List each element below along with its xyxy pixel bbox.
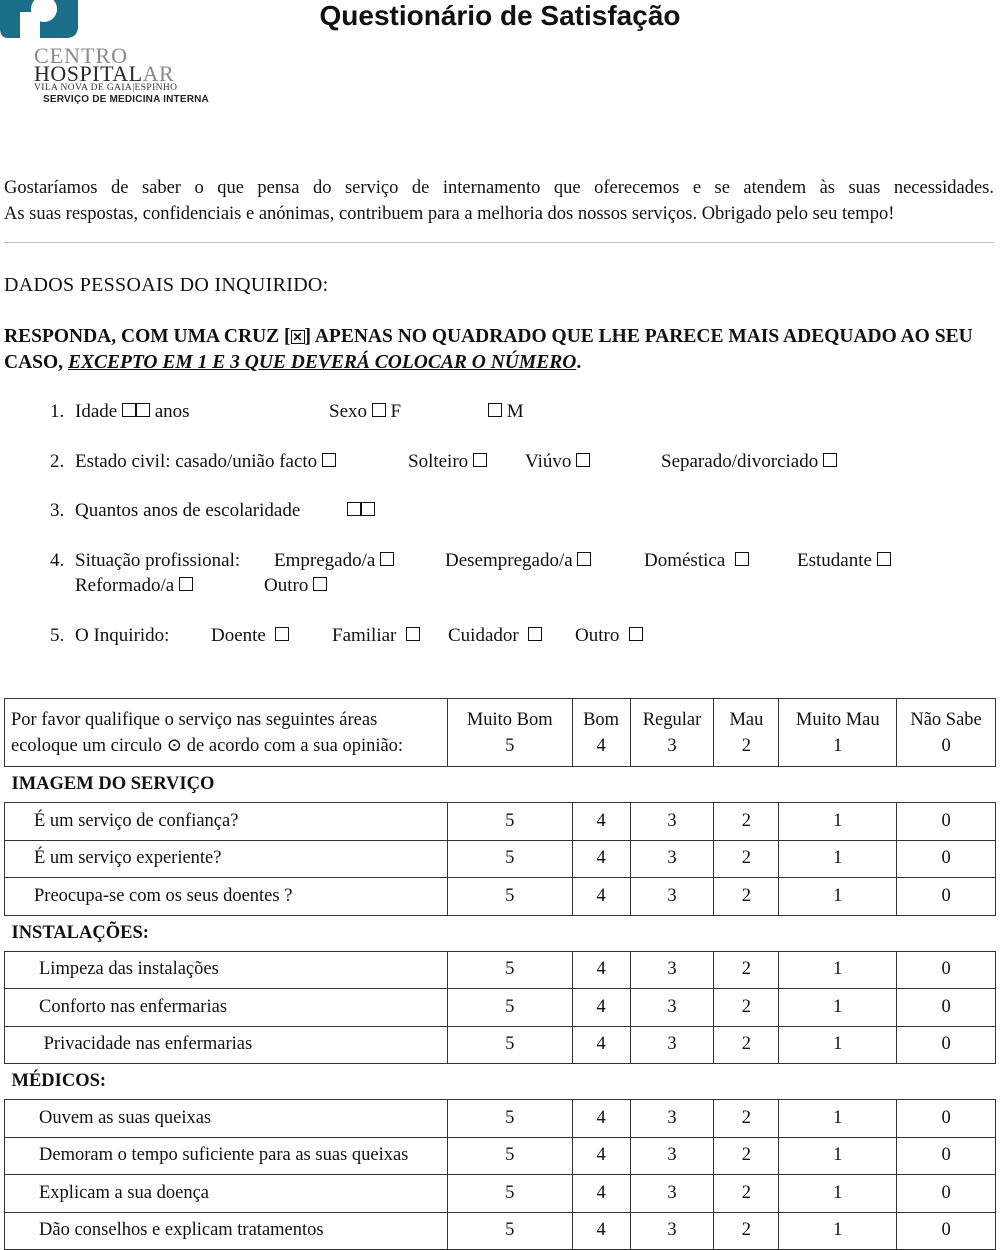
option-unemployed: [445, 548, 591, 574]
question-number: 1.: [50, 401, 65, 422]
rating-option-1[interactable]: 1: [779, 1212, 897, 1250]
schooling-digit-box-2[interactable]: [361, 502, 375, 516]
option-domestic-label: Doméstica: [644, 550, 726, 571]
rating-option-1[interactable]: 1: [779, 840, 897, 878]
rating-option-3[interactable]: 3: [630, 989, 714, 1027]
rating-row-label: Explicam a sua doença: [5, 1175, 448, 1213]
logo-location: VILA NOVA DE GAIA|ESPINHO: [34, 83, 178, 93]
rating-row-label: Conforto nas enfermarias: [5, 989, 448, 1027]
rating-column-value: 0: [941, 735, 951, 756]
patient-checkbox[interactable]: [275, 627, 289, 641]
option-student-label: Estudante: [797, 550, 872, 571]
option-widowed-label: Viúvo: [525, 451, 572, 472]
option-patient: [211, 623, 289, 649]
option-married-label: Estado civil: casado/união facto: [75, 451, 318, 472]
rating-row-label: É um serviço de confiança?: [5, 803, 448, 841]
option-family: [332, 623, 420, 649]
option-retired: [75, 573, 193, 599]
student-checkbox[interactable]: [877, 552, 891, 566]
rating-header-line-2a: ecoloque um circulo: [11, 735, 167, 756]
domestic-checkbox[interactable]: [735, 552, 749, 566]
rating-column-header: [714, 699, 779, 767]
section-personal-data-title: DADOS PESSOAIS DO INQUIRIDO:: [4, 274, 329, 296]
rating-option-1[interactable]: 1: [779, 951, 897, 989]
rating-option-4[interactable]: 4: [572, 1100, 630, 1138]
rating-option-1[interactable]: 1: [779, 989, 897, 1027]
rating-option-0[interactable]: 0: [897, 1175, 996, 1213]
rating-column-value: 3: [667, 735, 677, 756]
option-divorced: [661, 449, 837, 475]
logo-hospital-word: HOSPITAL: [34, 61, 143, 86]
rating-row: [5, 840, 996, 878]
rating-section-row: [5, 767, 996, 803]
rating-option-0[interactable]: 0: [897, 951, 996, 989]
rating-option-4[interactable]: 4: [572, 878, 630, 916]
rating-column-label: Muito Bom: [466, 709, 553, 730]
rating-option-3[interactable]: 3: [630, 1212, 714, 1250]
rating-column-header: [897, 699, 996, 767]
hospital-logo-text: [34, 43, 209, 106]
rating-option-3[interactable]: 3: [630, 1026, 714, 1064]
rating-option-2[interactable]: 2: [714, 1026, 779, 1064]
option-retired-label: Reformado/a: [75, 575, 175, 596]
option-other-respondent: [575, 623, 643, 649]
employed-checkbox[interactable]: [380, 552, 394, 566]
age-label: Idade: [75, 401, 118, 422]
rating-option-1[interactable]: 1: [779, 1026, 897, 1064]
rating-row-label: Demoram o tempo suficiente para as suas queixas: [5, 1137, 448, 1175]
rating-column-header: [630, 699, 714, 767]
question-1-age: [75, 399, 190, 425]
instruction-part-1: RESPONDA, COM UMA CRUZ [: [4, 326, 291, 347]
profession-label: Situação profissional:: [75, 550, 241, 571]
sex-m-checkbox[interactable]: [488, 403, 502, 417]
rating-row: [5, 803, 996, 841]
instructions: [4, 324, 996, 376]
rating-option-2[interactable]: 2: [714, 951, 779, 989]
question-number: 3.: [50, 500, 65, 521]
rating-header-instruction: [5, 699, 448, 767]
rating-column-value: 1: [833, 735, 843, 756]
rating-row: [5, 1175, 996, 1213]
widowed-checkbox[interactable]: [576, 453, 590, 467]
caregiver-checkbox[interactable]: [528, 627, 542, 641]
intro-line-2: As suas respostas, confidenciais e anónimas, contribuem para a melhoria dos nossos serviços. Obrigado pelo seu tempo!: [4, 204, 895, 224]
logo-line-hospital: [34, 61, 209, 86]
option-married: [75, 449, 336, 475]
rating-option-3[interactable]: 3: [630, 803, 714, 841]
option-other-profession: [264, 573, 327, 599]
rating-option-4[interactable]: 4: [572, 803, 630, 841]
rating-table: [4, 698, 996, 1250]
rating-option-4[interactable]: 4: [572, 1026, 630, 1064]
sex-label: Sexo: [329, 401, 367, 422]
rating-option-1[interactable]: 1: [779, 878, 897, 916]
sex-f-label: F: [390, 401, 402, 422]
rating-option-3[interactable]: 3: [630, 1137, 714, 1175]
rating-option-4[interactable]: 4: [572, 1175, 630, 1213]
rating-option-3[interactable]: 3: [630, 840, 714, 878]
option-single-label: Solteiro: [408, 451, 469, 472]
rating-option-2[interactable]: 2: [714, 803, 779, 841]
rating-section-row: [5, 915, 996, 951]
sex-f-checkbox[interactable]: [372, 403, 386, 417]
rating-row: [5, 878, 996, 916]
rating-column-label: Não Sabe: [910, 709, 982, 730]
cross-box-icon: ✕: [292, 330, 303, 344]
rating-header-line-1: Por favor qualifique o serviço nas seguintes áreas: [11, 709, 378, 730]
rating-column-header: [447, 699, 572, 767]
rating-column-value: 5: [505, 735, 515, 756]
rating-option-2[interactable]: 2: [714, 878, 779, 916]
rating-column-header: [779, 699, 897, 767]
other-profession-checkbox[interactable]: [313, 577, 327, 591]
rating-option-2[interactable]: 2: [714, 840, 779, 878]
rating-option-5[interactable]: 5: [447, 878, 572, 916]
rating-option-0[interactable]: 0: [897, 1026, 996, 1064]
question-1-sex-m: [488, 399, 524, 425]
option-domestic: [644, 548, 749, 574]
rating-option-0[interactable]: 0: [897, 878, 996, 916]
rating-option-2[interactable]: 2: [714, 1212, 779, 1250]
rating-row: [5, 951, 996, 989]
rating-option-0[interactable]: 0: [897, 840, 996, 878]
page-title: Questionário de Satisfação: [319, 0, 681, 31]
rating-option-5[interactable]: 5: [447, 951, 572, 989]
instruction-emphasis: EXCEPTO EM 1 E 3 QUE DEVERÁ COLOCAR O NÚMERO: [67, 352, 577, 373]
rating-option-5[interactable]: 5: [447, 840, 572, 878]
rating-section-title: MÉDICOS:: [11, 1071, 107, 1091]
rating-option-0[interactable]: 0: [897, 989, 996, 1027]
rating-column-label: Bom: [583, 709, 620, 730]
rating-option-5[interactable]: 5: [447, 989, 572, 1027]
rating-column-label: Regular: [642, 709, 702, 730]
rating-option-0[interactable]: 0: [897, 1212, 996, 1250]
rating-row-label: Dão conselhos e explicam tratamentos: [5, 1212, 448, 1250]
rating-column-label: Muito Mau: [795, 709, 880, 730]
rating-row-label: Preocupa-se com os seus doentes ?: [5, 878, 448, 916]
rating-option-5[interactable]: 5: [447, 1137, 572, 1175]
rating-option-2[interactable]: 2: [714, 989, 779, 1027]
logo-ar-word: AR: [142, 61, 175, 86]
rating-row-label: É um serviço experiente?: [5, 840, 448, 878]
divider: [4, 242, 994, 243]
rating-option-4[interactable]: 4: [572, 1212, 630, 1250]
option-caregiver: [448, 623, 542, 649]
option-employed-label: Empregado/a: [274, 550, 376, 571]
rating-option-1[interactable]: 1: [779, 1137, 897, 1175]
question-1-sex: [329, 399, 401, 425]
schooling-boxes: [347, 498, 375, 524]
question-number: 2.: [50, 451, 65, 472]
option-unemployed-label: Desempregado/a: [445, 550, 573, 571]
question-number: 5.: [50, 625, 65, 646]
rating-option-5[interactable]: 5: [447, 1026, 572, 1064]
divorced-checkbox[interactable]: [823, 453, 837, 467]
family-checkbox[interactable]: [406, 627, 420, 641]
rating-option-4[interactable]: 4: [572, 840, 630, 878]
instruction-end: .: [576, 352, 582, 373]
rating-option-3[interactable]: 3: [630, 951, 714, 989]
rating-option-0[interactable]: 0: [897, 803, 996, 841]
schooling-label: Quantos anos de escolaridade: [75, 500, 301, 521]
rating-row: [5, 1026, 996, 1064]
rating-option-0[interactable]: 0: [897, 1100, 996, 1138]
rating-header-row: [5, 699, 996, 767]
age-digit-box-2[interactable]: [136, 403, 150, 417]
rating-option-4[interactable]: 4: [572, 989, 630, 1027]
age-digit-box-1[interactable]: [122, 403, 136, 417]
rating-row: [5, 1137, 996, 1175]
option-family-label: Familiar: [332, 625, 397, 646]
schooling-digit-box-1[interactable]: [347, 502, 361, 516]
rating-section-row: [5, 1064, 996, 1100]
rating-option-4[interactable]: 4: [572, 1137, 630, 1175]
rating-option-3[interactable]: 3: [630, 878, 714, 916]
question-number: 4.: [50, 550, 65, 571]
rating-option-1[interactable]: 1: [779, 1100, 897, 1138]
rating-row-label: Ouvem as suas queixas: [5, 1100, 448, 1138]
rating-column-label: Mau: [729, 709, 764, 730]
option-widowed: [525, 449, 590, 475]
rating-section-title: INSTALAÇÕES:: [11, 922, 149, 943]
rating-option-1[interactable]: 1: [779, 803, 897, 841]
other-respondent-checkbox[interactable]: [629, 627, 643, 641]
rating-option-2[interactable]: 2: [714, 1100, 779, 1138]
single-checkbox[interactable]: [473, 453, 487, 467]
option-student: [797, 548, 891, 574]
rating-column-header: [572, 699, 630, 767]
option-employed: [274, 548, 394, 574]
rating-option-3[interactable]: 3: [630, 1100, 714, 1138]
rating-row: [5, 1100, 996, 1138]
rating-row: [5, 1212, 996, 1250]
unemployed-checkbox[interactable]: [577, 552, 591, 566]
retired-checkbox[interactable]: [179, 577, 193, 591]
rating-section-title: IMAGEM DO SERVIÇO: [11, 774, 215, 794]
option-caregiver-label: Cuidador: [448, 625, 519, 646]
rating-option-5[interactable]: 5: [447, 1175, 572, 1213]
intro-line-1: Gostaríamos de saber o que pensa do serviço de internamento que oferecemos e se atendem às suas necessidades.: [4, 178, 994, 198]
rating-header-line-2: [11, 733, 441, 759]
rating-option-1[interactable]: 1: [779, 1175, 897, 1213]
option-other-profession-label: Outro: [264, 575, 309, 596]
rating-option-2[interactable]: 2: [714, 1175, 779, 1213]
rating-option-5[interactable]: 5: [447, 803, 572, 841]
option-single: [408, 449, 487, 475]
logo-department: SERVIÇO DE MEDICINA INTERNA: [43, 94, 209, 105]
rating-column-value: 2: [741, 735, 752, 756]
logo-line-centro: CENTRO: [34, 43, 128, 68]
rating-header-line-2b: de acordo com a sua opinião:: [182, 735, 404, 756]
rating-row: [5, 989, 996, 1027]
option-other-respondent-label: Outro: [575, 625, 620, 646]
rating-option-3[interactable]: 3: [630, 1175, 714, 1213]
circle-icon: ⊙: [166, 735, 183, 756]
married-checkbox[interactable]: [322, 453, 336, 467]
respondent-label: O Inquirido:: [75, 625, 170, 646]
instruction-part-2: ] APENAS NO QUADRADO QUE LHE PARECE MAIS ADEQUADO AO SEU CASO,: [4, 326, 973, 373]
rating-option-4[interactable]: 4: [572, 951, 630, 989]
rating-option-5[interactable]: 5: [447, 1212, 572, 1250]
rating-row-label: Privacidade nas enfermarias: [5, 1026, 448, 1064]
option-divorced-label: Separado/divorciado: [661, 451, 819, 472]
rating-option-2[interactable]: 2: [714, 1137, 779, 1175]
rating-option-5[interactable]: 5: [447, 1100, 572, 1138]
rating-column-value: 4: [596, 735, 606, 756]
age-unit: anos: [154, 401, 190, 422]
rating-row-label: Limpeza das instalações: [5, 951, 448, 989]
sex-m-label: M: [506, 401, 524, 422]
option-patient-label: Doente: [211, 625, 266, 646]
rating-option-0[interactable]: 0: [897, 1137, 996, 1175]
